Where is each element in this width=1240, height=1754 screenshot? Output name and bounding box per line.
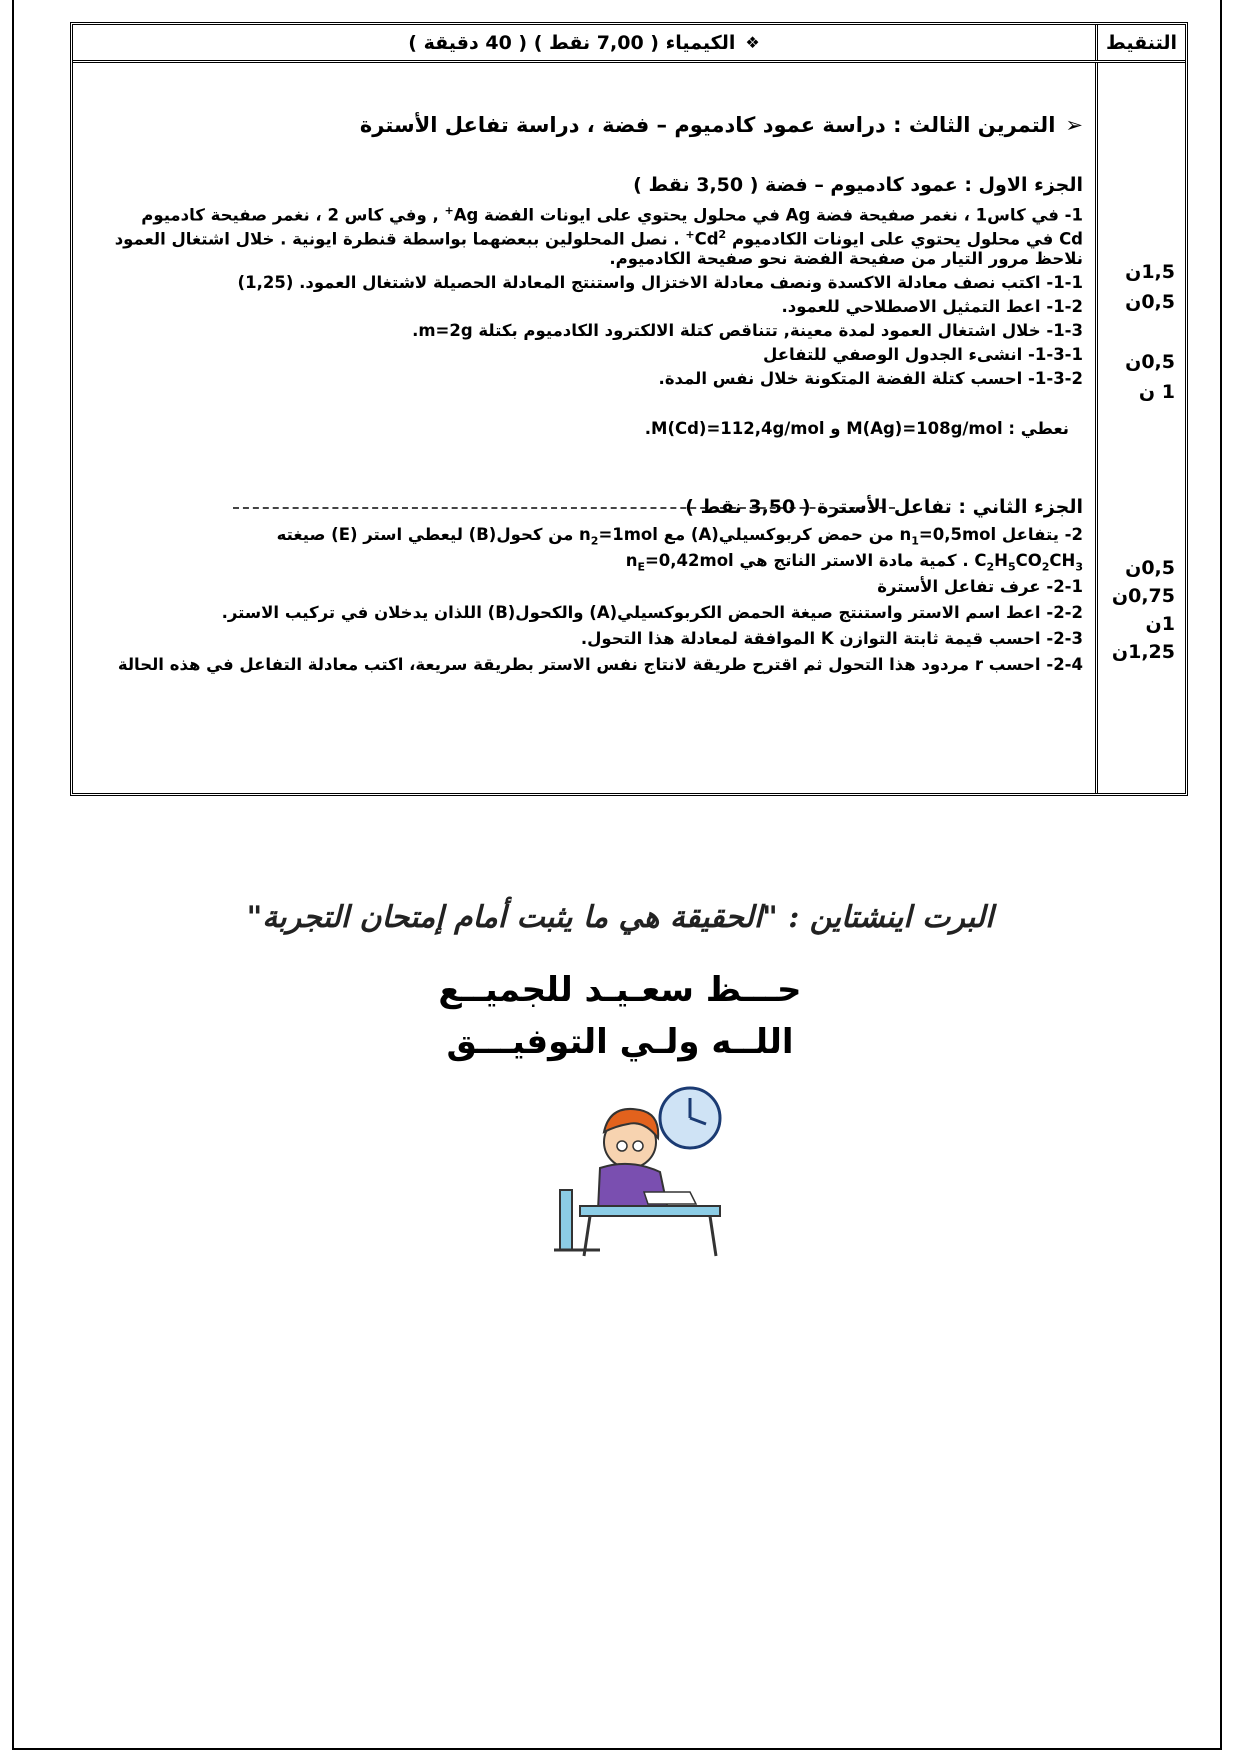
question-2-1: 2-1- عرف تفاعل الأسترة bbox=[877, 577, 1083, 596]
score-q2-4: 1,25ن bbox=[1111, 641, 1175, 663]
score-q1-3-2: 1 ن bbox=[1138, 381, 1175, 403]
part2-intro2-text: . كمية مادة الاستر الناتج هي n bbox=[625, 551, 975, 570]
question-1-3: 1-3- خلال اشتغال العمود لمدة معينة, تتناقص كتلة الالكترود الكادميوم بكتلة m=2g. bbox=[412, 321, 1083, 340]
formula-h: H bbox=[994, 551, 1008, 570]
silver-ion-charge: + bbox=[444, 204, 454, 217]
closing-text: اللــه ولـي التوفيـــق bbox=[446, 1022, 794, 1062]
score-q2-3: 1ن bbox=[1145, 613, 1175, 635]
score-q2-2: 0,75ن bbox=[1111, 585, 1175, 607]
einstein-quote: البرت اينشتاين : "الحقيقة هي ما يثبت أمام إمتحان التجربة" bbox=[246, 900, 994, 935]
formula-co-sub: 2 bbox=[1041, 560, 1050, 574]
n2-subscript: 2 bbox=[590, 534, 599, 548]
part2-intro2-end: =0,42mol bbox=[644, 551, 734, 570]
good-luck-text: حـــظ سعـيـد للجميــع bbox=[438, 970, 802, 1010]
score-column bbox=[1095, 63, 1185, 793]
exercise-title bbox=[83, 113, 1083, 137]
question-1-3-1: 1-3-1- انشىء الجدول الوصفي للتفاعل bbox=[762, 345, 1083, 364]
student-studying-illustration bbox=[540, 1080, 740, 1260]
part2-title: الجزء الثاني : تفاعل الأسترة ( 3,50 نقط ) bbox=[685, 496, 1083, 518]
part2-intro1-c: =1mol من كحول(B) ليعطي استر (E) صيغته bbox=[276, 525, 658, 544]
part1-intro2-b: . نصل المحلولين ببعضهما بواسطة قنطرة ايونية . خلال اشتغال العمود bbox=[114, 229, 686, 249]
ester-formula bbox=[974, 551, 1083, 574]
exercise-title-text: التمرين الثالث : دراسة عمود كادميوم – فضة ، دراسة تفاعل الأسترة bbox=[359, 113, 1056, 137]
diamond-bullet-icon: ❖ bbox=[745, 33, 760, 52]
formula-ch-sub: 3 bbox=[1075, 560, 1083, 574]
cadmium-ion: Cd bbox=[694, 229, 719, 249]
formula-h-sub: 5 bbox=[1007, 560, 1016, 574]
part1-intro1-a: 1- في كاس1 ، نغمر صفيحة فضة Ag في محلول يحتوي على ايونات الفضة bbox=[478, 205, 1083, 225]
arrow-bullet-icon: ➢ bbox=[1065, 113, 1083, 137]
formula-c: C bbox=[974, 551, 987, 570]
exercise-content bbox=[73, 63, 1095, 793]
question-1-2: 1-2- اعط التمثيل الاصطلاحي للعمود. bbox=[781, 297, 1083, 316]
formula-ch: CH bbox=[1049, 551, 1076, 570]
section-title bbox=[73, 25, 1095, 60]
question-2-3: 2-3- احسب قيمة ثابتة التوازن K الموافقة لمعادلة هذا التحول. bbox=[580, 629, 1083, 648]
question-1-3-2: 1-3-2- احسب كتلة الفضة المتكونة خلال نفس المدة. bbox=[658, 369, 1083, 388]
question-2-4: 2-4- احسب r مردود هذا التحول ثم اقترح طريقة لانتاج نفس الاستر بطريقة سريعة، اكتب معادلة التفاعل في هذه الحالة bbox=[117, 655, 1083, 674]
ne-subscript: E bbox=[637, 560, 645, 574]
part2-intro1-b: =0,5mol من حمض كربوكسيلي(A) مع n bbox=[579, 525, 997, 544]
part1-intro1-b: , وفي كاس 2 ، نغمر صفيحة كادميوم bbox=[141, 205, 445, 225]
formula-c-sub: 2 bbox=[986, 560, 995, 574]
section-title-text: الكيمياء ( 7,00 نقط ) ( 40 دقيقة ) bbox=[408, 31, 736, 54]
formula-co: CO bbox=[1015, 551, 1042, 570]
exam-table bbox=[70, 22, 1188, 796]
score-q1-3-1: 0,5ن bbox=[1125, 351, 1175, 373]
silver-ion: Ag bbox=[453, 205, 479, 225]
part1-title: الجزء الاول : عمود كادميوم – فضة ( 3,50 نقط ) bbox=[633, 174, 1083, 196]
part2-intro1-a: 2- يتفاعل n bbox=[899, 525, 1083, 544]
given-data: نعطي : M(Ag)=108g/mol و M(Cd)=112,4g/mol. bbox=[644, 419, 1069, 438]
table-body bbox=[73, 63, 1185, 793]
table-header bbox=[73, 25, 1185, 63]
score-q1-1: 1,5ن bbox=[1125, 261, 1175, 283]
score-q2-1: 0,5ن bbox=[1125, 557, 1175, 579]
n1-subscript: 1 bbox=[911, 534, 919, 548]
cadmium-ion-charge: 2+ bbox=[685, 228, 727, 241]
score-q1-2: 0,5ن bbox=[1125, 291, 1175, 313]
question-2-2: 2-2- اعط اسم الاستر واستنتج صيغة الحمض الكربوكسيلي(A) والكحول(B) اللذان يدخلان في تركيب الاستر. bbox=[221, 603, 1083, 622]
question-1-1: 1-1- اكتب نصف معادلة الاكسدة ونصف معادلة الاختزال واستنتج المعادلة الحصيلة لاشتغال العمود. (1,25) bbox=[237, 273, 1083, 292]
part1-intro-line3: نلاحظ مرور التيار من صفيحة الفضة نحو صفيحة الكادميوم. bbox=[609, 249, 1083, 268]
score-column-header: التنقيط bbox=[1095, 25, 1185, 60]
part1-intro2-a: Cd في محلول يحتوي على ايونات الكادميوم bbox=[726, 229, 1083, 249]
